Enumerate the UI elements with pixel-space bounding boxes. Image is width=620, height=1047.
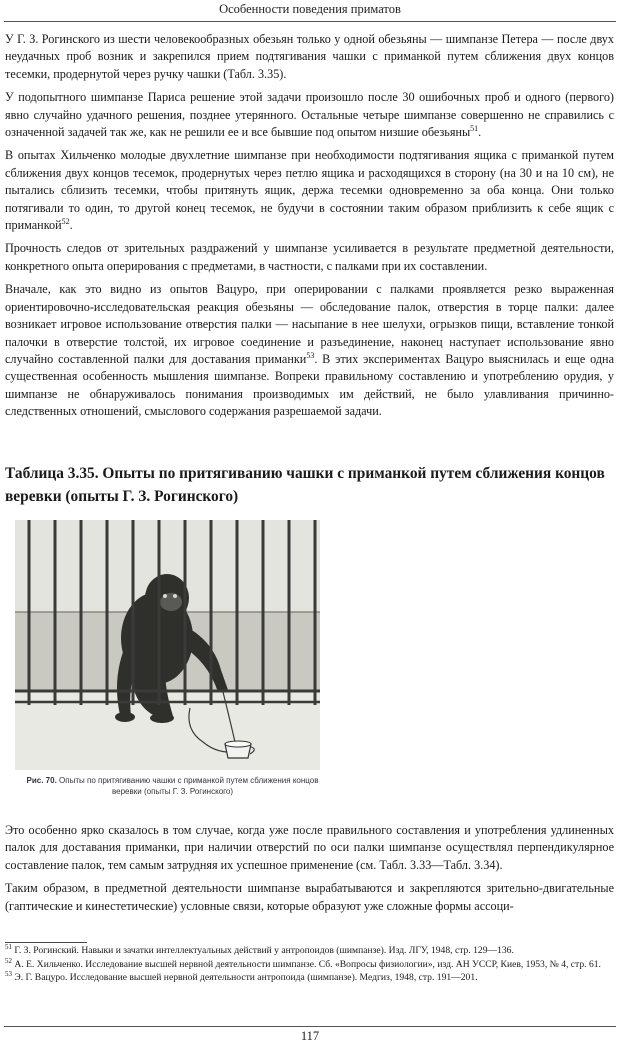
paragraph-3-tail: .: [69, 218, 73, 233]
footnote-53: [5, 971, 614, 985]
paragraph-6: [5, 822, 614, 874]
page-number: 117: [300, 1029, 320, 1043]
footnote-num-53: 53: [5, 970, 12, 978]
footnote-num-52: 52: [5, 956, 12, 965]
text-block-top: [5, 31, 614, 421]
footnote-text-53: Э. Г. Вацуро. Исследование высшей нервной деятельности антропоида (шимпанзе). Медгиз, 1948, стр. 191—201.: [12, 972, 478, 984]
footnotes: [5, 944, 614, 985]
footnote-52: [5, 958, 614, 972]
footnote-text-52: А. Е. Хильченко. Исследование высшей нервной деятельности шимпанзе. Сб. «Вопросы физиологии», изд. АН УССР, Киев, 1953, № 4, стр. 61.: [12, 958, 601, 970]
running-head: Особенности поведения приматов: [219, 2, 401, 16]
paragraph-5-tail: . В этих экспериментах Вацуро выяснилась и еще одна существенная особенность мышления шимпанзе. Вопреки правильному составлению и употреблению орудия, у шимпанзе не обнаруживалось понимания производимых им действий, не было улавливания причинно-следственных отношений, смыслового содержания разрешаемой задачи.: [5, 351, 614, 419]
chimpanzee-cage-photo: [15, 520, 320, 770]
footnote-rule: [5, 942, 87, 943]
footer-rule: [4, 1026, 616, 1027]
figure-caption: [25, 776, 320, 797]
paragraph-5-text: Вначале, как это видно из опытов Вацуро, при оперировании с палками проявляется резко выраженная ориентировочно-исследовательская реакция обезьяны — обследование палок, отверстия в торце палки: далее возникает игровое использование отверстия палки — насыпание в нее шелухи, огрызков пищи, вставление тонкой палочки в отверстие толстой, их игровое соединение и разъединение, наконец наступает использование явно случайно составленной палки для доставания приманки: [5, 282, 614, 366]
footnote-ref-52[interactable]: 52: [61, 217, 70, 226]
footnote-51: [5, 944, 614, 958]
paragraph-2-tail: .: [478, 125, 482, 140]
footnote-ref-53[interactable]: 53: [306, 350, 315, 360]
footnote-text-51: Г. З. Рогинский. Навыки и зачатки интеллектуальных действий у антропоидов (шимпанзе). Изд. ЛГУ, 1948, стр. 129—136.: [12, 945, 514, 956]
paragraph-1-text: У Г. З. Рогинского из шести человекообразных обезьян только у одной обезьяны — шимпанзе Петера — после двух неудачных проб возник и закрепился прием подтягивания чашки с приманкой путем сближения двух концов тесемки, продернутой через ручку чашки (Табл. 3.35).: [5, 32, 614, 81]
paragraph-5: [5, 281, 614, 420]
paragraph-1: [5, 31, 614, 83]
figure-chimpanzee: [15, 520, 320, 810]
paragraph-6-text: Это особенно ярко сказалось в том случае, когда уже после правильного составления и употребления удлиненных палок для доставания приманки, при наличии отверстий по оси палки шимпанзе осуществлял перпендикулярное составление палок, тем самым затрудняя их успешное применение (см. Табл. 3.33—Табл. 3.34).: [5, 823, 614, 872]
table-title: Таблица 3.35. Опыты по притягиванию чашки с приманкой путем сближения концов веревки (опыты Г. З. Рогинского): [5, 465, 605, 505]
paragraph-2: [5, 89, 614, 141]
paragraph-2-text: У подопытного шимпанзе Париса решение этой задачи произошло после 30 ошибочных проб и одного (первого) явно случайно удачного решения, позднее утерянного. Остальные четыре шимпанзе совершенно не справились с означенной задачей так же, как не решили ее и все бывшие под опытом низшие обезьяны: [5, 90, 614, 140]
paragraph-3-text: В опытах Хильченко молодые двухлетние шимпанзе при необходимости подтягивания ящика с приманкой путем сближения двух концов тесемок, продернутых через петлю ящика и расходящихся в сторону (на 30 и на 10 см), не пытались сблизить тесемки, чтобы притянуть ящик, держа тесемки одновременно за оба конца. Они только потягивали то один, то другой конец тесемок, не будучи в состоянии таким образом приблизить к себе ящик с приманкой: [5, 148, 614, 233]
header-rule: [4, 21, 616, 22]
footnote-ref-51[interactable]: 51: [470, 123, 479, 133]
figure-caption-text: Опыты по притягиванию чашки с приманкой путем сближения концов веревки (опыты Г. З. Рогинского): [59, 776, 319, 796]
footnote-num-51: 51: [5, 942, 12, 951]
figure-caption-label: Рис. 70.: [26, 776, 57, 785]
paragraph-7: [5, 880, 614, 915]
paragraph-4-text: Прочность следов от зрительных раздражений у шимпанзе усиливается в результате предметной деятельности, конкретного опыта оперирования с предметами, в частности, с палками при их составлении.: [5, 241, 614, 273]
paragraph-3: [5, 147, 614, 234]
text-block-bottom: [5, 822, 614, 915]
paragraph-4: [5, 240, 614, 275]
paragraph-7-text: Таким образом, в предметной деятельности шимпанзе вырабатываются и закрепляются зрительно-двигательные (гаптические и кинестетические) условные связи, которые образуют уже сложные формы ассоци-: [5, 881, 614, 913]
